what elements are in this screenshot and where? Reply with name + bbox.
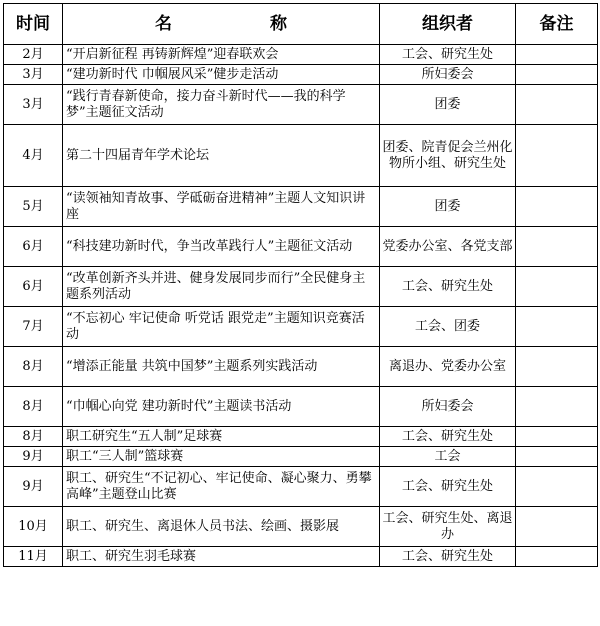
- organizer-cell: 所妇委会: [380, 65, 516, 85]
- organizer-cell: 团委: [380, 187, 516, 227]
- month-cell: 5月: [4, 187, 63, 227]
- activity-name-cell: “建功新时代 巾帼展风采”健步走活动: [63, 65, 380, 85]
- organizer-cell: 工会、研究生处: [380, 427, 516, 447]
- organizer-cell: 工会、研究生处: [380, 547, 516, 567]
- table-row: [4, 347, 598, 387]
- activity-name-cell: “不忘初心 牢记使命 听党话 跟党走”主题知识竞赛活动: [63, 307, 380, 347]
- activity-name-cell: “增添正能量 共筑中国梦”主题系列实践活动: [63, 347, 380, 387]
- header-time: 时间: [4, 4, 63, 45]
- month-cell: 9月: [4, 467, 63, 507]
- table-row: [4, 85, 598, 125]
- activity-name-cell: “读领袖知青故事、学砥砺奋进精神”主题人文知识讲座: [63, 187, 380, 227]
- month-cell: 8月: [4, 427, 63, 447]
- month-cell: 6月: [4, 267, 63, 307]
- month-cell: 9月: [4, 447, 63, 467]
- table-row: [4, 467, 598, 507]
- header-row: [4, 4, 598, 45]
- table-row: [4, 427, 598, 447]
- activity-name-cell: “践行青春新使命，接力奋斗新时代——我的科学梦”主题征文活动: [63, 85, 380, 125]
- note-cell: [516, 507, 598, 547]
- table-row: [4, 507, 598, 547]
- header-organizer: 组织者: [380, 4, 516, 45]
- month-cell: 3月: [4, 65, 63, 85]
- header-name: 名 称: [63, 4, 380, 45]
- month-cell: 7月: [4, 307, 63, 347]
- note-cell: [516, 187, 598, 227]
- table-row: [4, 387, 598, 427]
- activity-name-cell: 职工研究生“五人制”足球赛: [63, 427, 380, 447]
- table-row: [4, 547, 598, 567]
- activity-table: [3, 3, 598, 567]
- organizer-cell: 离退办、党委办公室: [380, 347, 516, 387]
- month-cell: 8月: [4, 387, 63, 427]
- note-cell: [516, 125, 598, 187]
- note-cell: [516, 547, 598, 567]
- table-row: [4, 45, 598, 65]
- header-notes: 备注: [516, 4, 598, 45]
- activity-schedule: [3, 3, 598, 567]
- month-cell: 10月: [4, 507, 63, 547]
- month-cell: 4月: [4, 125, 63, 187]
- note-cell: [516, 45, 598, 65]
- organizer-cell: 工会、研究生处: [380, 45, 516, 65]
- organizer-cell: 工会、研究生处: [380, 267, 516, 307]
- organizer-cell: 团委、院青促会兰州化物所小组、研究生处: [380, 125, 516, 187]
- month-cell: 2月: [4, 45, 63, 65]
- organizer-cell: 所妇委会: [380, 387, 516, 427]
- activity-name-cell: “科技建功新时代，争当改革践行人”主题征文活动: [63, 227, 380, 267]
- organizer-cell: 工会、研究生处: [380, 467, 516, 507]
- table-row: [4, 187, 598, 227]
- note-cell: [516, 65, 598, 85]
- table-row: [4, 447, 598, 467]
- note-cell: [516, 227, 598, 267]
- month-cell: 6月: [4, 227, 63, 267]
- note-cell: [516, 267, 598, 307]
- activity-name-cell: “开启新征程 再铸新辉煌”迎春联欢会: [63, 45, 380, 65]
- organizer-cell: 党委办公室、各党支部: [380, 227, 516, 267]
- note-cell: [516, 85, 598, 125]
- note-cell: [516, 307, 598, 347]
- note-cell: [516, 447, 598, 467]
- activity-name-cell: 职工“三人制”篮球赛: [63, 447, 380, 467]
- organizer-cell: 工会、团委: [380, 307, 516, 347]
- note-cell: [516, 427, 598, 447]
- month-cell: 11月: [4, 547, 63, 567]
- activity-name-cell: 职工、研究生“不记初心、牢记使命、凝心聚力、勇攀高峰”主题登山比赛: [63, 467, 380, 507]
- organizer-cell: 工会: [380, 447, 516, 467]
- table-row: [4, 267, 598, 307]
- table-row: [4, 125, 598, 187]
- table-row: [4, 65, 598, 85]
- note-cell: [516, 387, 598, 427]
- table-row: [4, 307, 598, 347]
- activity-name-cell: “巾帼心向党 建功新时代”主题读书活动: [63, 387, 380, 427]
- table-row: [4, 227, 598, 267]
- activity-name-cell: 第二十四届青年学术论坛: [63, 125, 380, 187]
- month-cell: 8月: [4, 347, 63, 387]
- note-cell: [516, 347, 598, 387]
- activity-name-cell: 职工、研究生、离退休人员书法、绘画、摄影展: [63, 507, 380, 547]
- activity-name-cell: “改革创新齐头并进、健身发展同步而行”全民健身主题系列活动: [63, 267, 380, 307]
- month-cell: 3月: [4, 85, 63, 125]
- organizer-cell: 团委: [380, 85, 516, 125]
- note-cell: [516, 467, 598, 507]
- activity-name-cell: 职工、研究生羽毛球赛: [63, 547, 380, 567]
- organizer-cell: 工会、研究生处、离退办: [380, 507, 516, 547]
